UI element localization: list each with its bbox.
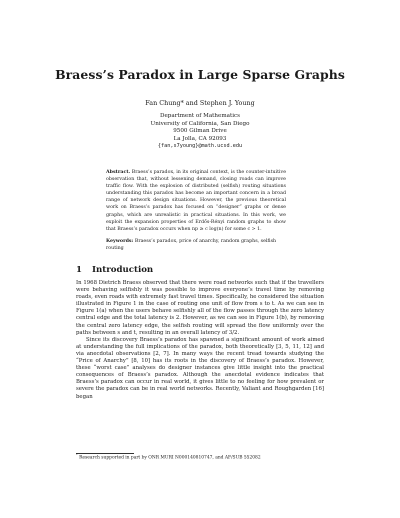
- keywords-text: Braess’s paradox, price of anarchy, random graphs, selfish routing: [106, 239, 277, 252]
- paragraph: In 1968 Dietrich Braess observed that there were road networks such that if the travellers were behaving selfishly it was possible to improve everyone’s travel time by removing roads, even roads with extremely fast travel times. Specifically, he considered the situation illustrated in Figure 1 in the case of routing one unit of flow from s to t. As we can see in Figure 1(a) when the users behave selfishly all of the flow passes through the zero latency central edge and the total latency is 2. However, as we can see in Figure 1(b), by removing the central zero latency edge, the selfish routing will spread the flow uniformly over the paths between s and t, resulting in an overall latency of 3/2.: [76, 280, 324, 336]
- abstract-label: Abstract.: [106, 170, 131, 175]
- keywords: [106, 238, 286, 252]
- author-email: {fan,s7young}@math.ucsd.edu: [157, 143, 243, 150]
- footnote-rule: [76, 453, 134, 454]
- paper-authors: Fan Chung* and Stephen J. Young: [145, 99, 255, 107]
- section-heading: [76, 265, 153, 275]
- body-text: [76, 280, 324, 401]
- footnote-mark: *: [76, 453, 78, 457]
- section-title: Introduction: [91, 265, 154, 275]
- affiliation-line: University of California, San Diego: [150, 120, 250, 127]
- keywords-label: Keywords:: [106, 239, 134, 244]
- section-number: 1: [76, 265, 82, 275]
- abstract: [106, 169, 286, 233]
- footnote: [76, 455, 326, 461]
- affiliation-line: Department of Mathematics: [160, 113, 240, 119]
- affiliation-line: 9500 Gilman Drive: [173, 128, 227, 135]
- affiliation-line: La Jolla, CA 92093: [173, 135, 227, 142]
- affiliation-block: [0, 113, 400, 151]
- paragraph: Since its discovery Braess’s paradox has spawned a significant amount of work aimed at understanding the full implications of the paradox, both theoretically [3, 5, 11, 12] and via anecdotal observations [2, 7]. In many ways the recent tread towards studying the “Price of Anarchy” [8, 10] has its roots in the discovery of Braess’s paradox. However, these “worst case” analyses do designer instances give little insight into the practical consequences of Braess’s paradox. Although the anecdotal evidence indicates that Braess’s paradox can occur in real world, it gives little to no feeling for how prevalent or severe the paradox can be in real world networks. Recently, Valiant and Roughgarden [16] began: [76, 336, 324, 400]
- abstract-text: Braess’s paradox, in its original context, is the counter-intuitive observation that, without lessening demand, closing roads can improve traffic flow. With the explosion of distributed (selfish) routing situations understanding this paradox has become an important concern in a broad range of network design situations. However, the previous theoretical work on Braess’s paradox has focused on “designer” graphs or dense graphs, which are unrealistic in practical situations. In this work, we exploit the expansion properties of Erdős-Rényi random graphs to show that Braess’s paradox occurs when np ≥ c log(n) for some c > 1.: [106, 170, 287, 232]
- paper-title: Braess’s Paradox in Large Sparse Graphs: [55, 67, 345, 82]
- footnote-text: Research supported in part by ONR MURI N000140810747, and AF/SUB 552082: [79, 455, 261, 461]
